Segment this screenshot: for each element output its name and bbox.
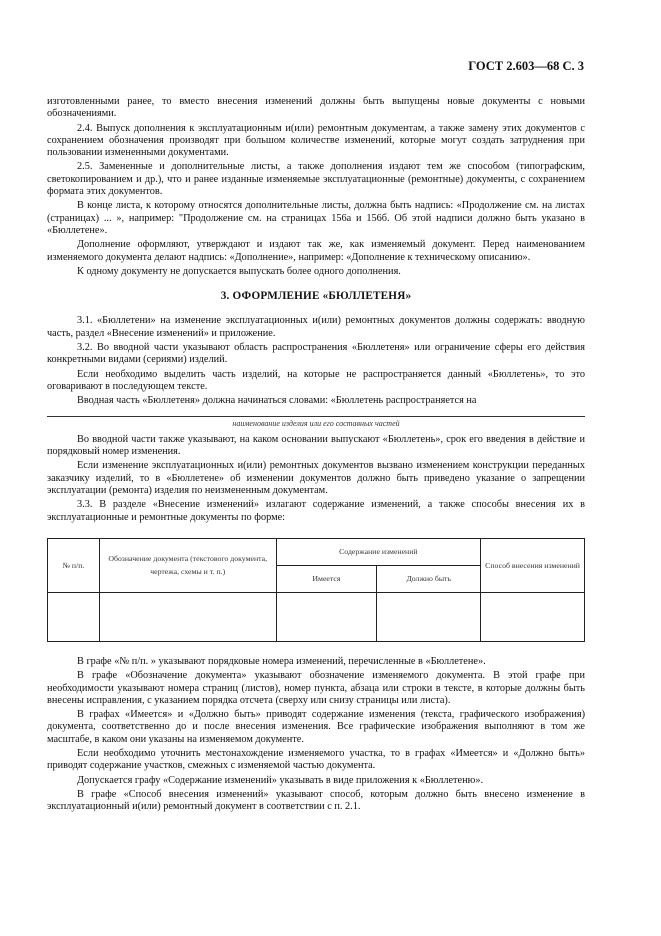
paragraph: В графах «Имеется» и «Должно быть» приводят содержание изменения (текста, графического изображения) документа, соответственно до и после внесения изменения. Все графические изображения выполняют в том же масштабе, в каком они указаны на изменяемом документе. <box>47 709 585 745</box>
paragraph: 3.3. В разделе «Внесение изменений» излагают содержание изменений, а также способы внесения их в эксплуатационные и ремонтные документы по форме: <box>47 499 585 523</box>
paragraph: 3.2. Во вводной части указывают область распространения «Бюллетеня» или ограничение сферы его действия конкретными видами (сериями) изделий. <box>47 342 585 366</box>
paragraph: 3.1. «Бюллетени» на изменение эксплуатационных и(или) ремонтных документов должны содержать: вводную часть, раздел «Внесение изменений» и приложение. <box>47 315 585 339</box>
table-cell <box>99 592 276 641</box>
paragraph: Если необходимо уточнить местонахождение изменяемого участка, то в графах «Имеется» и «Должно быть» приводят содержание участков, смежных с изменяемой частью документа. <box>47 747 585 772</box>
changes-form-table <box>47 538 585 642</box>
col-header-content: Содержание изменений <box>276 538 481 565</box>
paragraph: Допускается графу «Содержание изменений» указывать в виде приложения к «Бюллетеню». <box>77 774 484 786</box>
col-header-document: Обозначение документа (текстового документа, чертежа, схемы и т. п.) <box>99 538 276 592</box>
table-cell <box>481 592 585 641</box>
paragraph: изготовленными ранее, то вместо внесения изменений должны быть выпущены новые документы с новыми обозначениями. <box>47 96 585 120</box>
paragraph: В графе «Обозначение документа» указывают обозначение изменяемого документа. В этой графе при необходимости указывают номера страниц (листов), номер пункта, абзаца или строки в тексте, в которые должны быть внесены исправления, с указанием порядка отсчета (сверху или снизу страницы или листа). <box>47 670 585 706</box>
table-cell <box>48 592 100 641</box>
paragraph: Если изменение эксплуатационных и(или) ремонтных документов вызвано изменением конструкции переданных заказчику изделий, то в «Бюллетене» об изменении документов должно быть приведено указание о запрещении эксплуатации (ремонта) изделия по неизмененным документам. <box>47 460 585 497</box>
col-header-method: Способ внесения изменений <box>481 538 585 592</box>
fill-in-line <box>47 410 585 417</box>
paragraph: В графе «№ п/п. » указывают порядковые номера изменений, перечисленные в «Бюллетене». <box>77 655 486 667</box>
paragraph: Во вводной части также указывают, на каком основании выпускают «Бюллетень», срок его введения в действие и порядковый номер изменения. <box>47 433 585 458</box>
paragraph: В конце листа, к которому относятся дополнительные листы, должна быть надпись: «Продолжение см. на листах (страницах) ... », например: "Продолжение см. на страницах 156а и 156б. Об этой надписи должно быть указано в «Бюллетене». <box>47 200 585 236</box>
paragraph: В графе «Способ внесения изменений» указывают способ, которым должно быть внесено изменение в эксплуатационный и(или) ремонтный документ в соответствии с п. 2.1. <box>47 788 585 813</box>
table-cell <box>377 592 481 641</box>
document-body <box>47 96 585 815</box>
paragraph: Дополнение оформляют, утверждают и издают так же, как изменяемый документ. Перед наименованием изменяемого документа делают надпись: «Дополнение», например: «Дополнение к техническому описанию». <box>47 239 585 263</box>
col-header-number: № п/п. <box>48 538 100 592</box>
section-title: 3. ОФОРМЛЕНИЕ «БЮЛЛЕТЕНЯ» <box>220 290 412 303</box>
fill-in-caption: наименование изделия или его составных частей <box>232 418 400 428</box>
paragraph: К одному документу не допускается выпускать более одного дополнения. <box>77 265 401 277</box>
col-header-should-be: Должно быть <box>377 565 481 592</box>
table-cell <box>276 592 377 641</box>
page-header: ГОСТ 2.603—68 С. 3 <box>468 59 584 73</box>
paragraph: Вводная часть «Бюллетеня» должна начинаться словами: «Бюллетень распространяется на <box>77 395 477 407</box>
paragraph: Если необходимо выделить часть изделий, на которые не распространяется данный «Бюллетень», то это оговаривают в последующем тексте. <box>47 368 585 392</box>
paragraph: 2.4. Выпуск дополнения к эксплуатационным и(или) ремонтным документам, а также замену этих документов с сохранением обозначения производят при большом количестве изменений, которые могут создать затруднения при пользовании измененными документами. <box>47 122 585 159</box>
col-header-has: Имеется <box>276 565 377 592</box>
paragraph: 2.5. Замененные и дополнительные листы, а также дополнения издают тем же способом (типографским, светокопированием и др.), что и ранее изданные изменяемые эксплуатационные (ремонтные) документы, с сохранением формата этих документов. <box>47 161 585 198</box>
